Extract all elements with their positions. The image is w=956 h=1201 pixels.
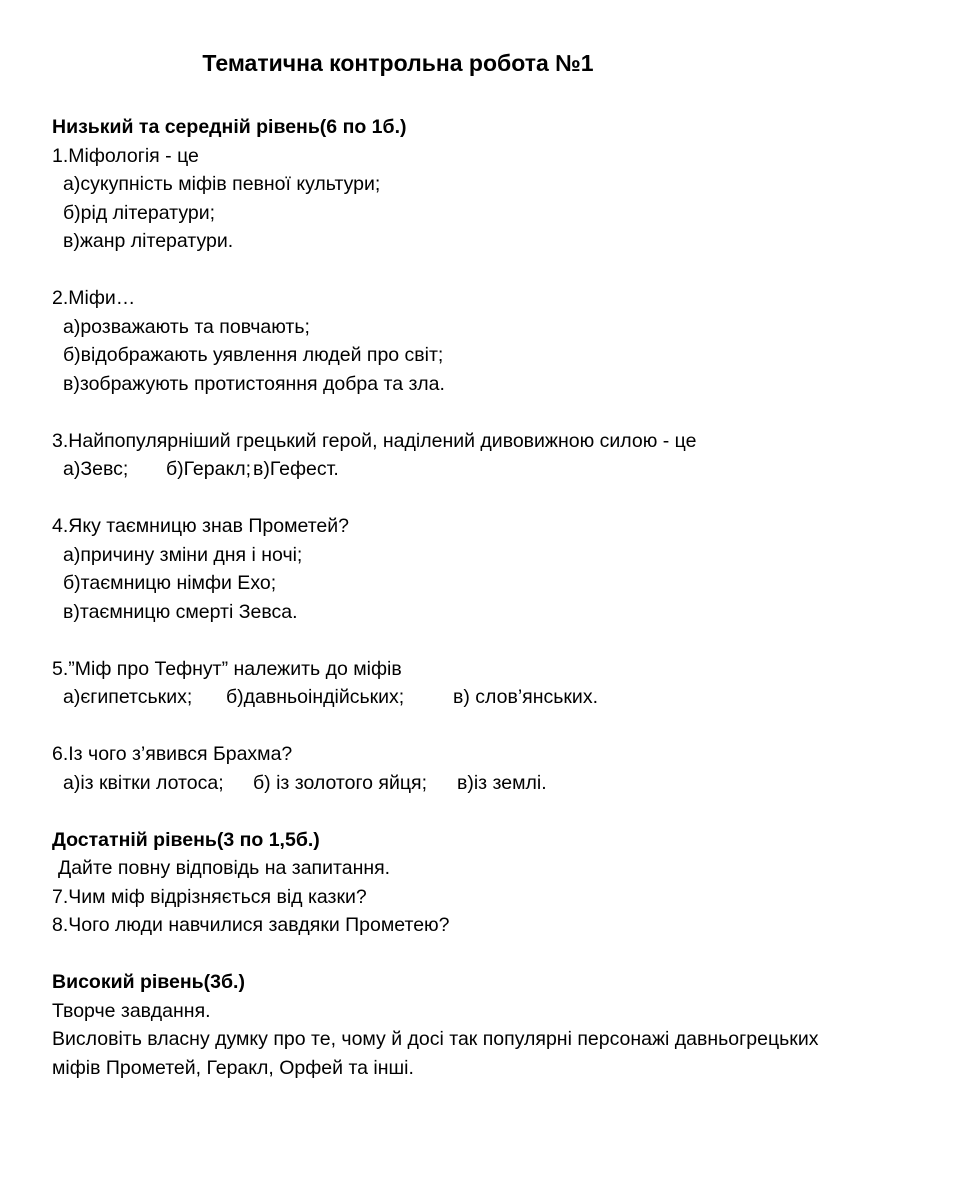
question-5-option-c: в) слов’янських. (453, 686, 598, 708)
question-2-option-c: в)зображують протистояння добра та зла. (63, 372, 445, 395)
question-5-option-a: а)єгипетських; (63, 686, 193, 708)
question-6-options (52, 769, 922, 798)
question-6-option-a: а)із квітки лотоса; (63, 771, 224, 794)
question-8: 8.Чого люди навчилися завдяки Прометею? (52, 914, 450, 936)
question-5-options (52, 683, 922, 712)
question-2: 2.Міфи… (52, 287, 136, 309)
question-6-option-c: в)із землі. (457, 771, 547, 794)
question-7: 7.Чим міф відрізняється від казки? (52, 885, 367, 908)
question-1-option-c: в)жанр літератури. (63, 230, 234, 252)
question-2-option-b: б)відображають уявлення людей про світ; (63, 344, 444, 366)
section-high-intro: Творче завдання. (52, 999, 211, 1022)
question-4-option-c: в)таємницю смерті Зевса. (63, 600, 298, 623)
section-heading-mid: Достатній рівень(3 по 1,5б.) (52, 828, 320, 851)
question-4-option-b: б)таємницю німфи Ехо; (63, 572, 277, 594)
question-1-option-b: б)рід літератури; (63, 201, 216, 224)
question-6-option-b: б) із золотого яйця; (253, 771, 428, 794)
question-1: 1.Міфологія - це (52, 144, 199, 167)
question-3-option-c: в)Гефест. (253, 458, 339, 480)
section-heading-high: Високий рівень(3б.) (52, 971, 245, 993)
question-2-option-a: а)розважають та повчають; (63, 315, 310, 338)
question-3-option-a: а)Зевс; (63, 458, 129, 480)
section-mid-intro: Дайте повну відповідь на запитання. (58, 857, 391, 879)
creative-task-line-2: міфів Прометей, Геракл, Орфей та інші. (52, 1056, 414, 1079)
question-1-option-a: а)сукупність міфів певної культури; (63, 173, 381, 195)
question-3-option-b: б)Геракл; (166, 458, 251, 480)
document-title: Тематична контрольна робота №1 (202, 50, 594, 76)
document-content (52, 113, 922, 1082)
question-4-option-a: а)причину зміни дня і ночі; (63, 543, 303, 566)
question-5-option-b: б)давньоіндійських; (226, 686, 405, 708)
question-4: 4.Яку таємницю знав Прометей? (52, 515, 349, 537)
question-3-options (52, 455, 922, 484)
question-6: 6.Із чого з’явився Брахма? (52, 743, 293, 765)
creative-task-line-1: Висловіть власну думку про те, чому й досі так популярні персонажі давньогрецьких (52, 1028, 819, 1050)
question-5: 5.”Міф про Тефнут” належить до міфів (52, 657, 402, 680)
section-heading-low: Низький та середній рівень(6 по 1б.) (52, 116, 407, 138)
question-3: 3.Найпопулярніший грецький герой, наділений дивовижною силою - це (52, 429, 697, 452)
